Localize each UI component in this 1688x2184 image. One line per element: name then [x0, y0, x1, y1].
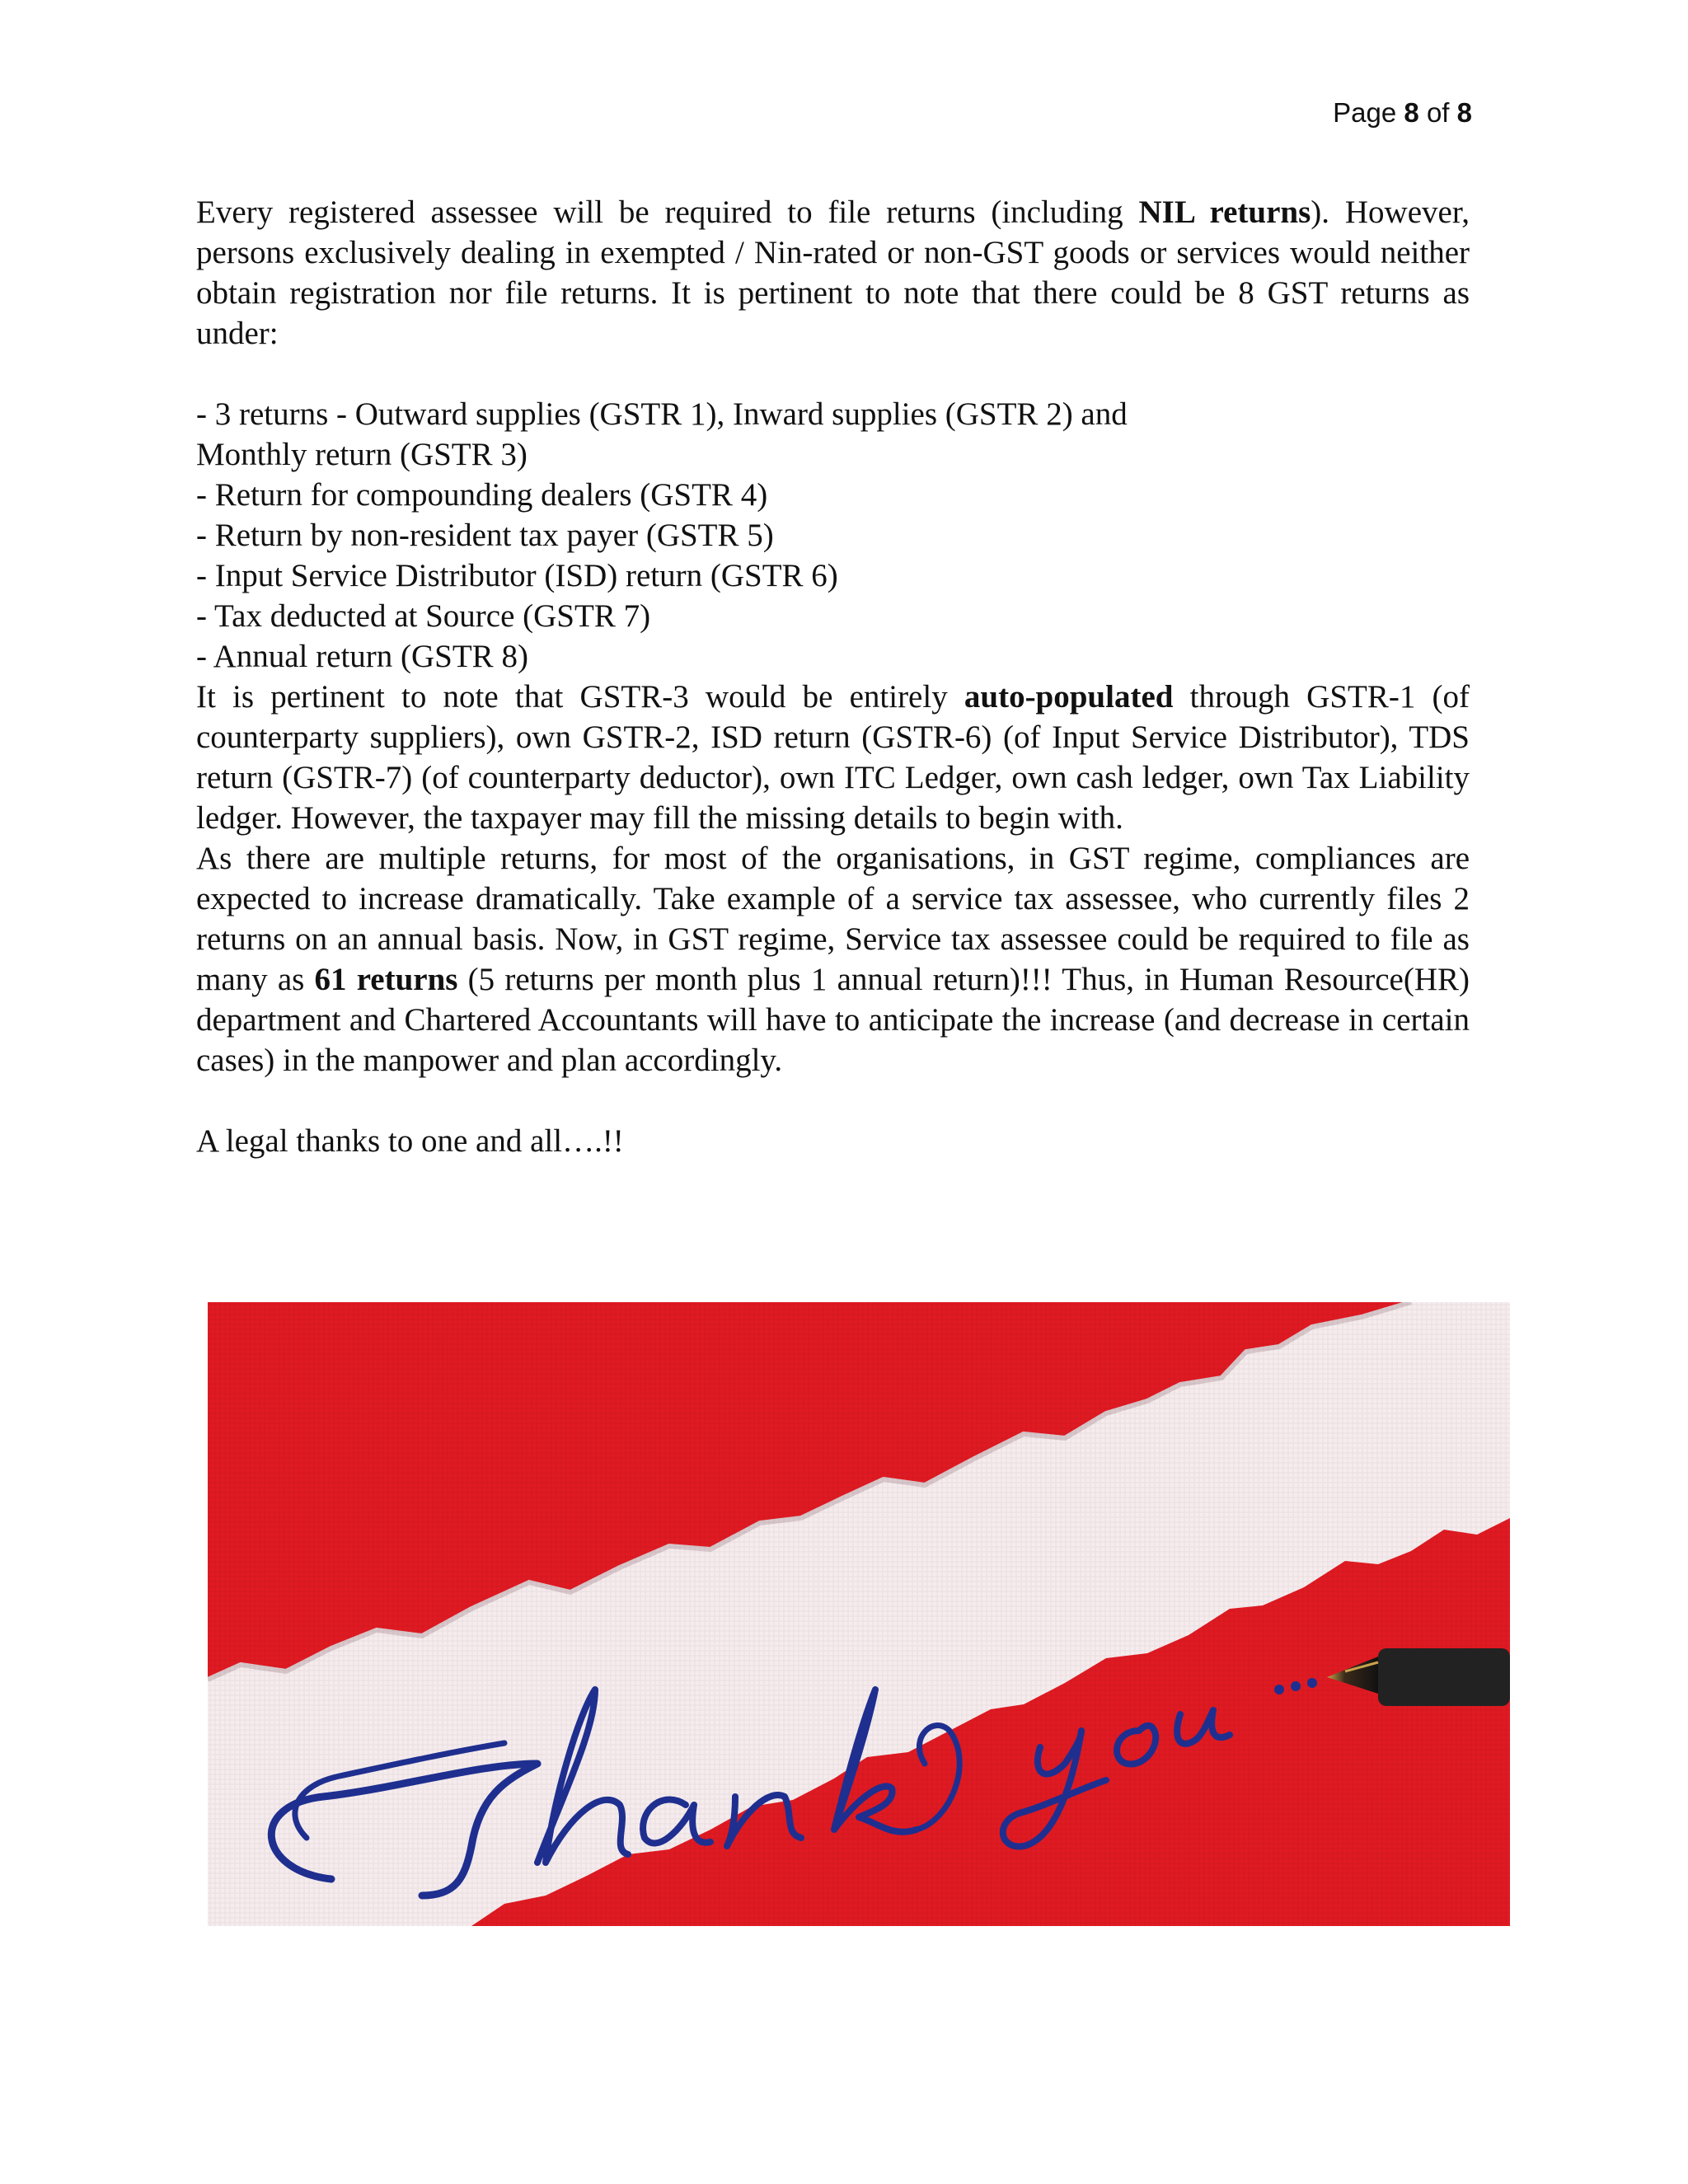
paragraph-registration: Every registered assessee will be required to file returns (including NIL returns). However, persons exclusively dealing in exempted / Nin-rated or non-GST goods or services would neither obtain registration nor file returns. It is pertinent to note that there could be 8 GST returns as under: — [196, 194, 1470, 351]
page-current: 8 — [1404, 97, 1419, 128]
page-total: 8 — [1456, 97, 1472, 128]
list-item: - Tax deducted at Source (GSTR 7) — [196, 598, 651, 634]
nil-returns-bold: NIL returns — [1138, 194, 1311, 230]
paragraph-compliances: As there are multiple returns, for most of the organisations, in GST regime, compliances are expected to increase dramatically. Take example of a service tax assessee, who currently files 2 returns on an annual basis. Now, in GST regime, Service tax assessee could be required to file as many as 61 returns (5 returns per month plus 1 annual return)!!! Thus, in Human Resource(HR) department and Chartered Accountants will have to anticipate the increase (and decrease in certain cases) in the manpower and plan accordingly. — [196, 841, 1470, 1078]
page-number: Page 8 of 8 — [1333, 97, 1472, 128]
returns-count-bold: 61 returns — [314, 962, 458, 997]
thank-you-image — [208, 1302, 1510, 1926]
list-item: - Return for compounding dealers (GSTR 4) — [196, 477, 768, 513]
list-item: - 3 returns - Outward supplies (GSTR 1), Inward supplies (GSTR 2) and — [196, 396, 1128, 432]
list-item: - Input Service Distributor (ISD) return (GSTR 6) — [196, 558, 838, 593]
closing-line: A legal thanks to one and all….!! — [196, 1123, 624, 1159]
auto-populated-bold: auto-populated — [964, 679, 1174, 715]
returns-list — [196, 394, 1470, 677]
list-item: Monthly return (GSTR 3) — [196, 437, 528, 472]
document-body — [196, 192, 1470, 1161]
list-item: - Annual return (GSTR 8) — [196, 639, 528, 674]
paragraph-gap — [196, 1080, 1470, 1121]
list-item: - Return by non-resident tax payer (GSTR 5) — [196, 518, 774, 553]
paragraph-auto-populated: It is pertinent to note that GSTR-3 would be entirely auto-populated through GSTR-1 (of counterparty suppliers), own GSTR-2, ISD return (GSTR-6) (of Input Service Distributor), TDS return (GSTR-7) (of counterparty deductor), own ITC Ledger, own cash ledger, own Tax Liability ledger. However, the taxpayer may fill the missing details to begin with. — [196, 679, 1470, 836]
paragraph-gap — [196, 354, 1470, 394]
